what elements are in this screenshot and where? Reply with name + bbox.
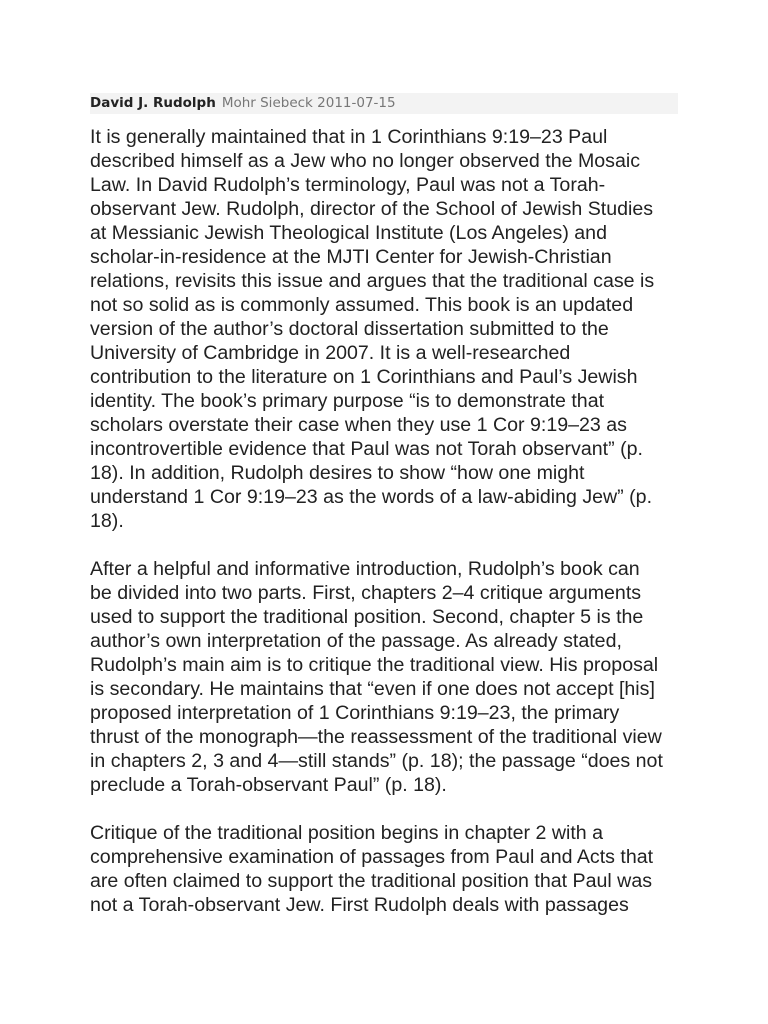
text-line: proposed interpretation of 1 Corinthians 9:19–23, the primary <box>90 702 620 724</box>
text-line: be divided into two parts. First, chapters 2–4 critique arguments <box>90 582 642 604</box>
text-line: are often claimed to support the traditional position that Paul was <box>90 870 653 892</box>
text-line: scholar-in-residence at the MJTI Center for Jewish-Christian <box>90 246 612 268</box>
text-line: scholars overstate their case when they use 1 Cor 9:19–23 as <box>90 414 627 436</box>
paragraph <box>90 557 690 797</box>
text-line: understand 1 Cor 9:19–23 as the words of a law-abiding Jew” (p. <box>90 486 653 508</box>
text-line: Law. In David Rudolph’s terminology, Paul was not a Torah- <box>90 174 606 196</box>
text-line: used to support the traditional position. Second, chapter 5 is the <box>90 606 644 628</box>
text-line: incontrovertible evidence that Paul was not Torah observant” (p. <box>90 438 643 460</box>
text-line: in chapters 2, 3 and 4—still stands” (p. 18); the passage “does not <box>90 750 663 772</box>
text-line: version of the author’s doctoral dissertation submitted to the <box>90 318 609 340</box>
article-meta-bar <box>90 93 678 114</box>
article-body <box>90 125 690 941</box>
text-line: at Messianic Jewish Theological Institute (Los Angeles) and <box>90 222 607 244</box>
paragraph <box>90 821 690 917</box>
text-line: identity. The book’s primary purpose “is to demonstrate that <box>90 390 605 412</box>
text-line: observant Jew. Rudolph, director of the School of Jewish Studies <box>90 198 654 220</box>
text-line: contribution to the literature on 1 Corinthians and Paul’s Jewish <box>90 366 638 388</box>
text-line: not so solid as is commonly assumed. This book is an updated <box>90 294 634 316</box>
text-line: comprehensive examination of passages from Paul and Acts that <box>90 846 654 868</box>
author-name: David J. Rudolph <box>90 95 216 111</box>
text-line: 18). <box>90 510 124 532</box>
text-line: After a helpful and informative introduction, Rudolph’s book can <box>90 558 640 580</box>
text-line: relations, revisits this issue and argues that the traditional case is <box>90 270 655 292</box>
text-line: described himself as a Jew who no longer observed the Mosaic <box>90 150 641 172</box>
text-line: Critique of the traditional position begins in chapter 2 with a <box>90 822 604 844</box>
text-line: is secondary. He maintains that “even if one does not accept [his] <box>90 678 655 700</box>
text-line: not a Torah-observant Jew. First Rudolph deals with passages <box>90 894 629 916</box>
text-line: thrust of the monograph—the reassessment of the traditional view <box>90 726 662 748</box>
paragraph <box>90 125 690 533</box>
publisher-date: Mohr Siebeck 2011-07-15 <box>221 95 396 111</box>
text-line: author’s own interpretation of the passage. As already stated, <box>90 630 622 652</box>
text-line: University of Cambridge in 2007. It is a well-researched <box>90 342 571 364</box>
text-line: Rudolph’s main aim is to critique the traditional view. His proposal <box>90 654 659 676</box>
text-line: 18). In addition, Rudolph desires to show “how one might <box>90 462 585 484</box>
text-line: preclude a Torah-observant Paul” (p. 18). <box>90 774 447 796</box>
text-line: It is generally maintained that in 1 Corinthians 9:19–23 Paul <box>90 126 608 148</box>
